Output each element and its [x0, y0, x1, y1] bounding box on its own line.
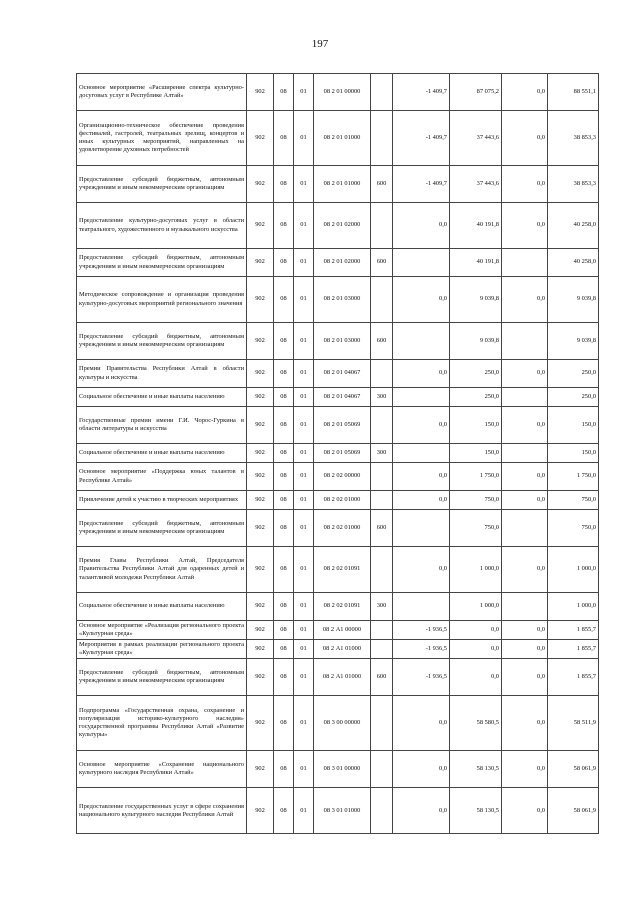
- cell-sub: 0,0: [502, 547, 548, 593]
- cell-csr: 08 3 01 01000: [314, 788, 371, 834]
- cell-grbs: 902: [247, 510, 274, 547]
- cell-name: Социальное обеспечение и иные выплаты населению: [77, 388, 247, 407]
- cell-amount: 250,0: [450, 360, 502, 388]
- cell-vr: [371, 547, 393, 593]
- cell-vr: 600: [371, 249, 393, 277]
- cell-grbs: 902: [247, 444, 274, 463]
- cell-change: [393, 323, 450, 360]
- table-row: [77, 203, 599, 249]
- cell-name: Предоставление субсидий бюджетным, автономным учреждениям и иным некоммерческим организациям: [77, 249, 247, 277]
- cell-sub: 0,0: [502, 407, 548, 444]
- cell-vr: [371, 751, 393, 788]
- cell-vr: 300: [371, 593, 393, 621]
- cell-rz: 08: [274, 640, 294, 659]
- cell-sub: [502, 593, 548, 621]
- cell-change: [393, 593, 450, 621]
- cell-pr: 01: [294, 444, 314, 463]
- cell-change: 0,0: [393, 407, 450, 444]
- cell-vr: [371, 696, 393, 751]
- cell-name: Социальное обеспечение и иные выплаты населению: [77, 444, 247, 463]
- cell-change: -1 409,7: [393, 111, 450, 166]
- cell-pr: 01: [294, 491, 314, 510]
- cell-name: Привлечение детей к участию в творческих мероприятиях: [77, 491, 247, 510]
- cell-sub: 0,0: [502, 751, 548, 788]
- cell-csr: 08 2 01 01000: [314, 166, 371, 203]
- cell-name: Основное мероприятие «Расширение спектра культурно-досуговых услуг в Республике Алтай»: [77, 74, 247, 111]
- cell-grbs: 902: [247, 788, 274, 834]
- cell-sub: 0,0: [502, 360, 548, 388]
- table-row: [77, 463, 599, 491]
- cell-pr: 01: [294, 547, 314, 593]
- cell-grbs: 902: [247, 388, 274, 407]
- cell-total: 750,0: [548, 491, 599, 510]
- table-row: [77, 510, 599, 547]
- cell-vr: 600: [371, 659, 393, 696]
- cell-change: -1 409,7: [393, 74, 450, 111]
- cell-total: 58 061,9: [548, 788, 599, 834]
- cell-total: 150,0: [548, 444, 599, 463]
- cell-name: Предоставление субсидий бюджетным, автономным учреждениям и иным некоммерческим организациям: [77, 510, 247, 547]
- cell-csr: 08 2 01 05069: [314, 444, 371, 463]
- cell-change: 0,0: [393, 203, 450, 249]
- cell-sub: [502, 388, 548, 407]
- cell-csr: 08 2 01 01000: [314, 111, 371, 166]
- cell-name: Предоставление субсидий бюджетным, автономным учреждениям и иным некоммерческим организациям: [77, 659, 247, 696]
- table-row: [77, 444, 599, 463]
- cell-vr: [371, 74, 393, 111]
- cell-amount: 37 443,6: [450, 111, 502, 166]
- cell-sub: 0,0: [502, 696, 548, 751]
- cell-name: Мероприятия в рамках реализации регионального проекта «Культурная среда»: [77, 640, 247, 659]
- budget-table: [76, 73, 599, 834]
- cell-amount: 58 580,5: [450, 696, 502, 751]
- cell-sub: 0,0: [502, 788, 548, 834]
- cell-grbs: 902: [247, 659, 274, 696]
- table-row: [77, 407, 599, 444]
- cell-grbs: 902: [247, 203, 274, 249]
- table-row: [77, 111, 599, 166]
- cell-grbs: 902: [247, 463, 274, 491]
- cell-csr: 08 3 00 00000: [314, 696, 371, 751]
- cell-total: 150,0: [548, 407, 599, 444]
- cell-name: Предоставление субсидий бюджетным, автономным учреждениям и иным некоммерческим организациям: [77, 166, 247, 203]
- cell-name: Основное мероприятие «Поддержка юных талантов в Республике Алтай»: [77, 463, 247, 491]
- cell-sub: 0,0: [502, 277, 548, 323]
- cell-change: 0,0: [393, 751, 450, 788]
- cell-amount: 0,0: [450, 659, 502, 696]
- cell-amount: 9 039,8: [450, 323, 502, 360]
- cell-sub: 0,0: [502, 463, 548, 491]
- cell-total: 9 039,8: [548, 323, 599, 360]
- cell-rz: 08: [274, 510, 294, 547]
- cell-vr: [371, 463, 393, 491]
- table-row: [77, 659, 599, 696]
- cell-name: Организационно-техническое обеспечение проведения фестивалей, гастролей, театральных зрелищ, концертов и иных культурных мероприятий, направленных на удовлетворение духовных потребностей: [77, 111, 247, 166]
- table-row: [77, 74, 599, 111]
- cell-pr: 01: [294, 111, 314, 166]
- cell-pr: 01: [294, 203, 314, 249]
- cell-rz: 08: [274, 444, 294, 463]
- cell-change: -1 936,5: [393, 621, 450, 640]
- cell-grbs: 902: [247, 360, 274, 388]
- cell-pr: 01: [294, 360, 314, 388]
- cell-rz: 08: [274, 323, 294, 360]
- cell-amount: 1 000,0: [450, 547, 502, 593]
- cell-change: [393, 249, 450, 277]
- cell-total: 1 750,0: [548, 463, 599, 491]
- cell-sub: [502, 323, 548, 360]
- cell-csr: 08 2 01 03000: [314, 277, 371, 323]
- cell-csr: 08 2 02 00000: [314, 463, 371, 491]
- cell-change: -1 936,5: [393, 659, 450, 696]
- cell-amount: 150,0: [450, 407, 502, 444]
- cell-amount: 1 000,0: [450, 593, 502, 621]
- cell-rz: 08: [274, 463, 294, 491]
- cell-name: Премия Главы Республики Алтай, Председателя Правительства Республики Алтай для одаренных детей и талантливой молодежи Республики Алтай: [77, 547, 247, 593]
- cell-amount: 37 443,6: [450, 166, 502, 203]
- cell-change: 0,0: [393, 547, 450, 593]
- cell-name: Предоставление государственных услуг в сфере сохранения национального культурного наследия Республики Алтай: [77, 788, 247, 834]
- cell-total: 58 511,9: [548, 696, 599, 751]
- cell-sub: [502, 510, 548, 547]
- cell-pr: 01: [294, 788, 314, 834]
- cell-grbs: 902: [247, 751, 274, 788]
- cell-pr: 01: [294, 166, 314, 203]
- cell-rz: 08: [274, 491, 294, 510]
- cell-csr: 08 2 02 01000: [314, 510, 371, 547]
- cell-grbs: 902: [247, 407, 274, 444]
- table-row: [77, 249, 599, 277]
- cell-vr: [371, 788, 393, 834]
- cell-csr: 08 2 02 01000: [314, 491, 371, 510]
- cell-total: 58 061,9: [548, 751, 599, 788]
- cell-amount: 0,0: [450, 640, 502, 659]
- cell-name: Предоставление культурно-досуговых услуг в области театрального, художественного и музыкального искусства: [77, 203, 247, 249]
- cell-grbs: 902: [247, 166, 274, 203]
- cell-name: Подпрограмма «Государственная охрана, сохранение и популяризация историко-культурного наследия» государственной программы Республики Алтай «Развитие культуры»: [77, 696, 247, 751]
- cell-amount: 58 130,5: [450, 751, 502, 788]
- cell-grbs: 902: [247, 640, 274, 659]
- cell-sub: 0,0: [502, 491, 548, 510]
- cell-csr: 08 2 01 04067: [314, 388, 371, 407]
- cell-vr: [371, 621, 393, 640]
- cell-name: Основное мероприятие «Сохранение национального культурного наследия Республики Алтай»: [77, 751, 247, 788]
- cell-change: 0,0: [393, 491, 450, 510]
- cell-rz: 08: [274, 277, 294, 323]
- cell-grbs: 902: [247, 621, 274, 640]
- cell-vr: [371, 203, 393, 249]
- cell-csr: 08 2 02 01091: [314, 547, 371, 593]
- cell-vr: [371, 360, 393, 388]
- cell-vr: [371, 111, 393, 166]
- cell-amount: 750,0: [450, 510, 502, 547]
- cell-csr: 08 3 01 00000: [314, 751, 371, 788]
- cell-vr: 600: [371, 323, 393, 360]
- cell-total: 1 855,7: [548, 640, 599, 659]
- cell-pr: 01: [294, 751, 314, 788]
- cell-change: [393, 444, 450, 463]
- cell-total: 38 853,3: [548, 166, 599, 203]
- cell-rz: 08: [274, 166, 294, 203]
- cell-change: 0,0: [393, 696, 450, 751]
- cell-name: Социальное обеспечение и иные выплаты населению: [77, 593, 247, 621]
- cell-total: 40 258,0: [548, 203, 599, 249]
- cell-grbs: 902: [247, 323, 274, 360]
- cell-csr: 08 2 А1 01000: [314, 640, 371, 659]
- cell-total: 1 000,0: [548, 547, 599, 593]
- cell-vr: [371, 407, 393, 444]
- cell-pr: 01: [294, 323, 314, 360]
- table-row: [77, 277, 599, 323]
- cell-csr: 08 2 А1 01000: [314, 659, 371, 696]
- cell-csr: 08 2 02 01091: [314, 593, 371, 621]
- page-number: 197: [311, 38, 329, 50]
- cell-rz: 08: [274, 388, 294, 407]
- cell-name: Государственные премии имени Г.И. Чорос-Гуркина в области литературы и искусства: [77, 407, 247, 444]
- cell-pr: 01: [294, 593, 314, 621]
- table-row: [77, 788, 599, 834]
- cell-amount: 58 130,5: [450, 788, 502, 834]
- cell-change: 0,0: [393, 360, 450, 388]
- cell-change: -1 409,7: [393, 166, 450, 203]
- cell-rz: 08: [274, 203, 294, 249]
- cell-change: -1 936,5: [393, 640, 450, 659]
- cell-total: 750,0: [548, 510, 599, 547]
- table-row: [77, 621, 599, 640]
- table-row: [77, 166, 599, 203]
- cell-total: 88 551,1: [548, 74, 599, 111]
- cell-csr: 08 2 01 03000: [314, 323, 371, 360]
- cell-amount: 1 750,0: [450, 463, 502, 491]
- cell-grbs: 902: [247, 249, 274, 277]
- cell-rz: 08: [274, 74, 294, 111]
- cell-name: Премии Правительства Республики Алтай в области культуры и искусства: [77, 360, 247, 388]
- cell-amount: 250,0: [450, 388, 502, 407]
- cell-amount: 40 191,8: [450, 249, 502, 277]
- cell-grbs: 902: [247, 111, 274, 166]
- cell-amount: 0,0: [450, 621, 502, 640]
- cell-sub: 0,0: [502, 640, 548, 659]
- cell-grbs: 902: [247, 491, 274, 510]
- cell-pr: 01: [294, 510, 314, 547]
- cell-pr: 01: [294, 696, 314, 751]
- cell-pr: 01: [294, 249, 314, 277]
- cell-rz: 08: [274, 249, 294, 277]
- cell-sub: 0,0: [502, 166, 548, 203]
- cell-total: 40 258,0: [548, 249, 599, 277]
- cell-csr: 08 2 А1 00000: [314, 621, 371, 640]
- cell-csr: 08 2 01 05069: [314, 407, 371, 444]
- cell-sub: [502, 444, 548, 463]
- cell-sub: 0,0: [502, 74, 548, 111]
- cell-grbs: 902: [247, 696, 274, 751]
- cell-total: 250,0: [548, 388, 599, 407]
- cell-total: 1 000,0: [548, 593, 599, 621]
- cell-vr: [371, 640, 393, 659]
- cell-change: [393, 388, 450, 407]
- cell-grbs: 902: [247, 74, 274, 111]
- cell-rz: 08: [274, 788, 294, 834]
- table-row: [77, 547, 599, 593]
- table-row: [77, 388, 599, 407]
- cell-grbs: 902: [247, 277, 274, 323]
- cell-name: Методическое сопровождение и организация проведения культурно-досуговых мероприятий регионального значения: [77, 277, 247, 323]
- cell-total: 9 039,8: [548, 277, 599, 323]
- cell-vr: 600: [371, 510, 393, 547]
- cell-pr: 01: [294, 407, 314, 444]
- table-body: [77, 74, 599, 834]
- cell-vr: 300: [371, 444, 393, 463]
- cell-amount: 750,0: [450, 491, 502, 510]
- cell-rz: 08: [274, 621, 294, 640]
- cell-csr: 08 2 01 00000: [314, 74, 371, 111]
- cell-pr: 01: [294, 388, 314, 407]
- cell-rz: 08: [274, 696, 294, 751]
- cell-sub: 0,0: [502, 203, 548, 249]
- cell-sub: 0,0: [502, 659, 548, 696]
- cell-amount: 87 075,2: [450, 74, 502, 111]
- cell-rz: 08: [274, 360, 294, 388]
- cell-vr: [371, 491, 393, 510]
- cell-name: Основное мероприятие «Реализация регионального проекта «Культурная среда»: [77, 621, 247, 640]
- cell-pr: 01: [294, 621, 314, 640]
- cell-rz: 08: [274, 593, 294, 621]
- cell-change: 0,0: [393, 788, 450, 834]
- cell-pr: 01: [294, 277, 314, 323]
- cell-vr: [371, 277, 393, 323]
- cell-rz: 08: [274, 751, 294, 788]
- cell-amount: 40 191,8: [450, 203, 502, 249]
- cell-rz: 08: [274, 547, 294, 593]
- table-row: [77, 323, 599, 360]
- cell-csr: 08 2 01 02000: [314, 203, 371, 249]
- cell-total: 250,0: [548, 360, 599, 388]
- cell-vr: 300: [371, 388, 393, 407]
- cell-pr: 01: [294, 74, 314, 111]
- cell-grbs: 902: [247, 547, 274, 593]
- cell-rz: 08: [274, 659, 294, 696]
- cell-sub: 0,0: [502, 621, 548, 640]
- cell-change: 0,0: [393, 463, 450, 491]
- cell-sub: [502, 249, 548, 277]
- cell-pr: 01: [294, 463, 314, 491]
- table-row: [77, 696, 599, 751]
- cell-csr: 08 2 01 02000: [314, 249, 371, 277]
- cell-sub: 0,0: [502, 111, 548, 166]
- table-row: [77, 491, 599, 510]
- cell-pr: 01: [294, 640, 314, 659]
- cell-csr: 08 2 01 04067: [314, 360, 371, 388]
- cell-total: 38 853,3: [548, 111, 599, 166]
- cell-change: [393, 510, 450, 547]
- cell-rz: 08: [274, 111, 294, 166]
- cell-name: Предоставление субсидий бюджетным, автономным учреждениям и иным некоммерческим организациям: [77, 323, 247, 360]
- cell-pr: 01: [294, 659, 314, 696]
- cell-grbs: 902: [247, 593, 274, 621]
- table-row: [77, 593, 599, 621]
- cell-amount: 150,0: [450, 444, 502, 463]
- table-row: [77, 640, 599, 659]
- cell-total: 1 855,7: [548, 659, 599, 696]
- table-row: [77, 360, 599, 388]
- table-row: [77, 751, 599, 788]
- cell-amount: 9 039,8: [450, 277, 502, 323]
- cell-total: 1 855,7: [548, 621, 599, 640]
- cell-rz: 08: [274, 407, 294, 444]
- cell-vr: 600: [371, 166, 393, 203]
- cell-change: 0,0: [393, 277, 450, 323]
